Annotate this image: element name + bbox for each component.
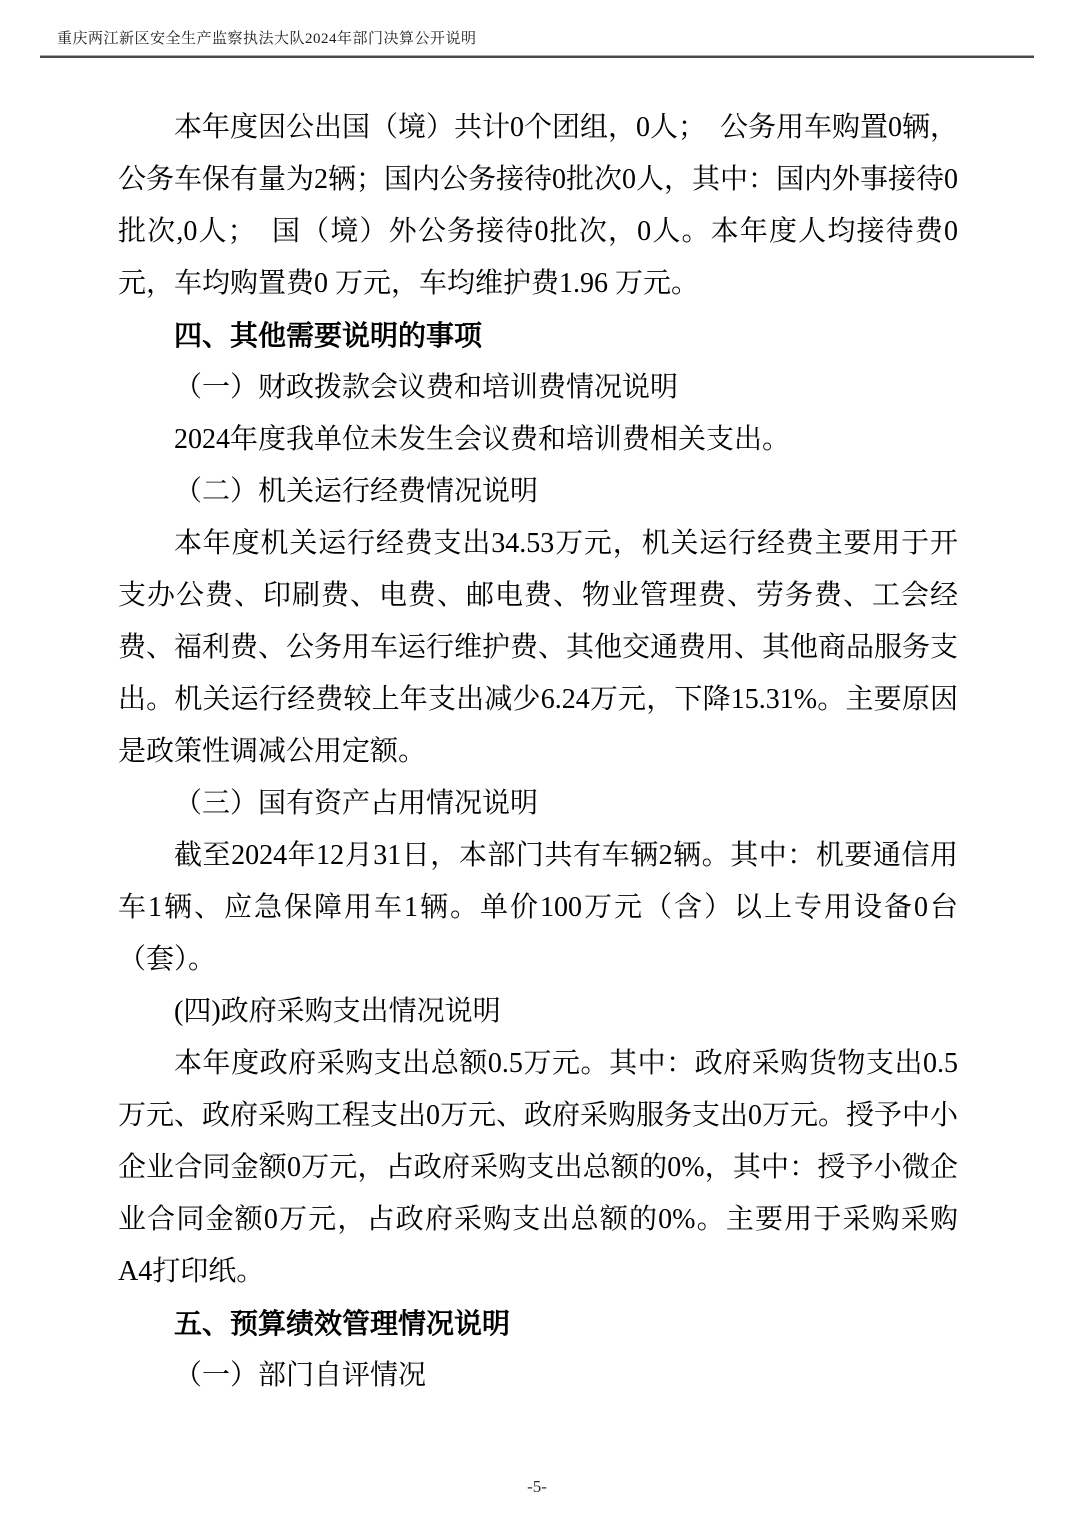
- document-body: [118, 102, 958, 1402]
- section-heading: （一）部门自评情况: [174, 1360, 427, 1391]
- header-rule: [40, 55, 1034, 58]
- section-heading: （三）国有资产占用情况说明: [174, 788, 539, 819]
- paragraph: 本年度机关运行经费支出34.53万元，机关运行经费主要用于开支办公费、印刷费、电费、邮电费、物业管理费、劳务费、工会经费、福利费、公务用车运行维护费、其他交通费用、其他商品服务支出。机关运行经费较上年支出减少6.24万元，下降15.31%。主要原因是政策性调减公用定额。: [118, 528, 959, 767]
- section-heading: (四)政府采购支出情况说明: [174, 996, 501, 1027]
- section-heading: 五、预算绩效管理情况说明: [174, 1308, 511, 1339]
- section-heading: 四、其他需要说明的事项: [174, 320, 483, 351]
- page-footer: [0, 1477, 1074, 1497]
- section-heading: （一）财政拨款会议费和培训费情况说明: [174, 372, 679, 403]
- section-heading: （二）机关运行经费情况说明: [174, 476, 539, 507]
- paragraph: 2024年度我单位未发生会议费和培训费相关支出。: [174, 424, 791, 455]
- page-number: -5-: [527, 1477, 547, 1496]
- paragraph: 本年度政府采购支出总额0.5万元。其中：政府采购货物支出0.5万元、政府采购工程支出0万元、政府采购服务支出0万元。授予中小企业合同金额0万元，占政府采购支出总额的0%，其中：授予小微企业合同金额0万元，占政府采购支出总额的0%。主要用于采购采购A4打印纸。: [118, 1048, 959, 1287]
- paragraph: 本年度因公出国（境）共计0个团组，0人； 公务用车购置0辆，公务车保有量为2辆；国内公务接待0批次0人，其中：国内外事接待0批次,0人； 国（境）外公务接待0批次，0人。本年度人均接待费0元，车均购置费0 万元，车均维护费1.96 万元。: [118, 112, 959, 299]
- header-title: 重庆两江新区安全生产监察执法大队2024年部门决算公开说明: [57, 31, 477, 47]
- paragraph: 截至2024年12月31日，本部门共有车辆2辆。其中：机要通信用车1辆、应急保障用车1辆。单价100万元（含）以上专用设备0台（套）。: [118, 840, 958, 975]
